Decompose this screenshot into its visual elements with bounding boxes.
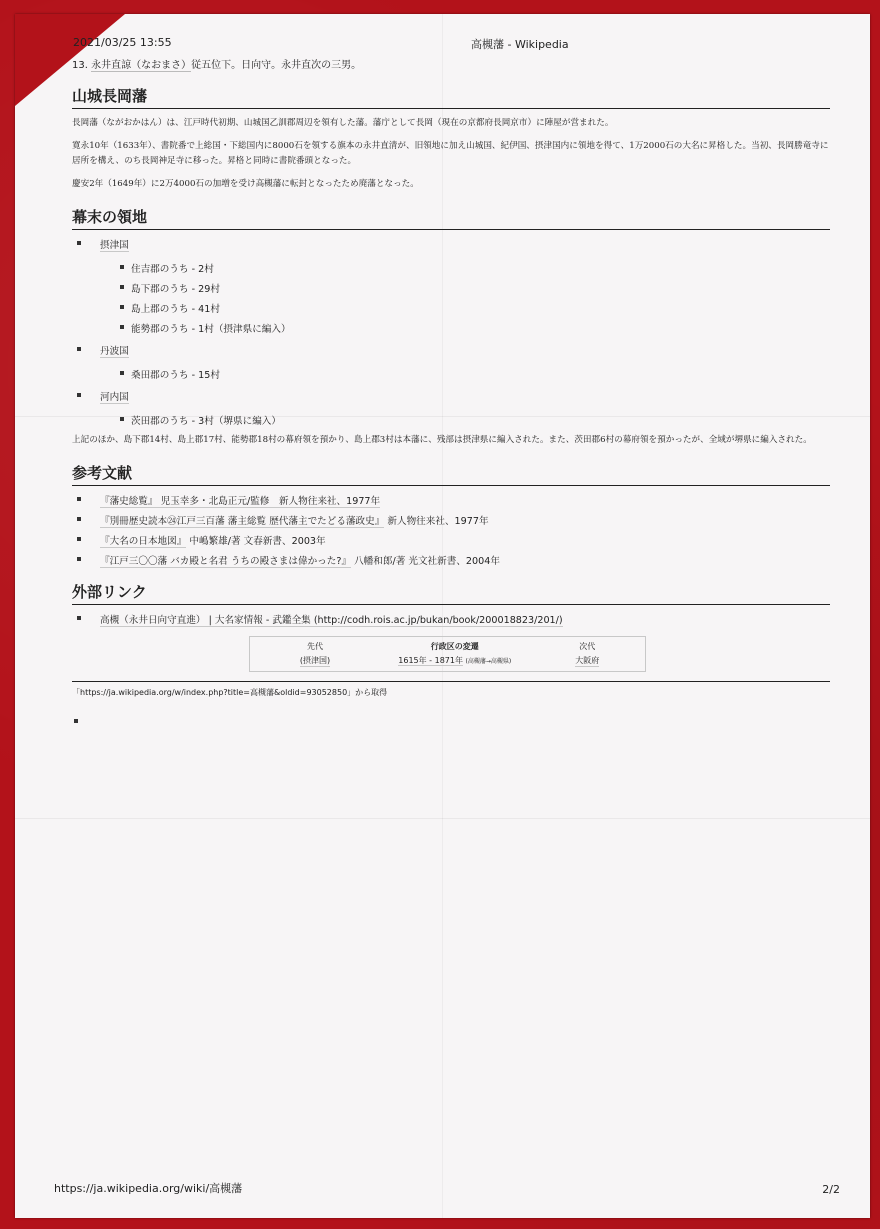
paragraph: 寛永10年（1633年）、書院番で上総国・下総国内に8000石を領する旗本の永井直清が、旧領地に加え山城国、紀伊国、摂津国内に領地を得て、1万2000石の大名に昇格した。当初、長岡勝竜寺に居所を構え、のち長岡神足寺に移った。昇格と同時に書院番頭となった。 (72, 141, 829, 166)
bullet-marker (74, 719, 78, 723)
current-note: (高槻藩→高槻県) (465, 658, 512, 665)
section-heading-external-links: 外部リンク (72, 581, 830, 605)
list-item: 島下郡のうち - 29村 (100, 281, 830, 295)
list-item (72, 343, 830, 381)
reference-item (72, 493, 830, 507)
list-item: 島上郡のうち - 41村 (100, 301, 830, 315)
district-list (100, 367, 830, 381)
reference-item (72, 513, 830, 527)
current-period[interactable]: 1615年 - 1871年 (398, 656, 463, 665)
section-heading-references: 参考文献 (72, 462, 830, 486)
footnote-text: 従五位下。日向守。永井直次の三男。 (191, 60, 362, 71)
external-link-item (72, 612, 830, 626)
footnote-13 (72, 56, 830, 71)
footnote-link[interactable]: 永井直諒（なおまさ） (91, 60, 192, 71)
list-item (72, 389, 830, 427)
reference-link[interactable]: 『江戸三〇〇藩 バカ殿と名君 うちの殿さまは偉かった?』 (100, 556, 352, 567)
section-heading-yamashiro-nagaoka: 山城長岡藩 (72, 85, 830, 109)
reference-link[interactable]: 『別冊歴史読本㉔江戸三百藩 藩主総覧 歴代藩主でたどる藩政史』 (100, 516, 385, 527)
previous-label: 先代 (307, 642, 324, 651)
succession-box (249, 636, 646, 672)
retrieved-from[interactable]: 「https://ja.wikipedia.org/w/index.php?title=高槻藩&oldid=93052850」から取得 (72, 688, 388, 697)
reference-link[interactable]: 『藩史総覧』 児玉幸多・北島正元/監修 新人物往来社、1977年 (100, 496, 381, 507)
list-item (72, 237, 830, 335)
succession-next (529, 637, 645, 671)
list-item: 茨田郡のうち - 3村（堺県に編入） (100, 413, 830, 427)
reference-list (72, 493, 830, 567)
reference-detail: 新人物往来社、1977年 (384, 516, 489, 527)
page-number: 2/2 (822, 1183, 840, 1196)
external-link[interactable]: 高槻（永井日向守直進） | 大名家情報 - 武鑑全集 (http://codh.rois.ac.jp/bukan/book/200018823/201/) (100, 615, 563, 626)
next-link[interactable]: 大阪府 (575, 656, 600, 665)
divider (72, 681, 830, 682)
next-label: 次代 (579, 642, 596, 651)
province-link[interactable]: 河内国 (100, 392, 129, 403)
printed-page (15, 14, 870, 1218)
list-item: 桑田郡のうち - 15村 (100, 367, 830, 381)
reference-item (72, 533, 830, 547)
list-item: 能勢郡のうち - 1村（摂津県に編入） (100, 321, 830, 335)
paragraph: 慶安2年（1649年）に2万4000石の加増を受け高槻藩に転封となったため廃藩となった。 (72, 179, 419, 189)
reference-item (72, 553, 830, 567)
province-link[interactable]: 摂津国 (100, 240, 129, 251)
succession-current (380, 637, 529, 671)
reference-detail: 中嶋繁雄/著 文春新書、2003年 (186, 536, 326, 547)
article-content (72, 56, 830, 723)
territory-note: 上記のほか、島下郡14村、島上郡17村、能勢郡18村の幕府領を預かり、島上郡3村は本藩に、残部は摂津県に編入された。また、茨田郡6村の幕府領を預かったが、全域が堺県に編入された。 (72, 435, 812, 445)
reference-detail: 八幡和郎/著 光文社新書、2004年 (351, 556, 500, 567)
district-list (100, 413, 830, 427)
print-title: 高槻藩 - Wikipedia (471, 38, 569, 51)
district-list (100, 261, 830, 335)
print-url: https://ja.wikipedia.org/wiki/高槻藩 (54, 1182, 243, 1195)
section-heading-bakumatsu-territory: 幕末の領地 (72, 206, 830, 230)
succession-previous (250, 637, 380, 671)
list-item: 住吉郡のうち - 2村 (100, 261, 830, 275)
reference-link[interactable]: 『大名の日本地図』 (100, 536, 187, 547)
external-link-list (72, 612, 830, 626)
territory-list (72, 237, 830, 427)
paragraph: 長岡藩（ながおかはん）は、江戸時代初期、山城国乙訓郡周辺を領有した藩。藩庁として長岡（現在の京都府長岡京市）に陣屋が営まれた。 (72, 118, 614, 128)
footnote-prefix: 13. (72, 60, 92, 71)
print-datetime: 2021/03/25 13:55 (73, 36, 172, 49)
current-label: 行政区の変遷 (430, 642, 479, 651)
province-link[interactable]: 丹波国 (100, 346, 129, 357)
previous-link[interactable]: (摂津国) (299, 656, 331, 665)
